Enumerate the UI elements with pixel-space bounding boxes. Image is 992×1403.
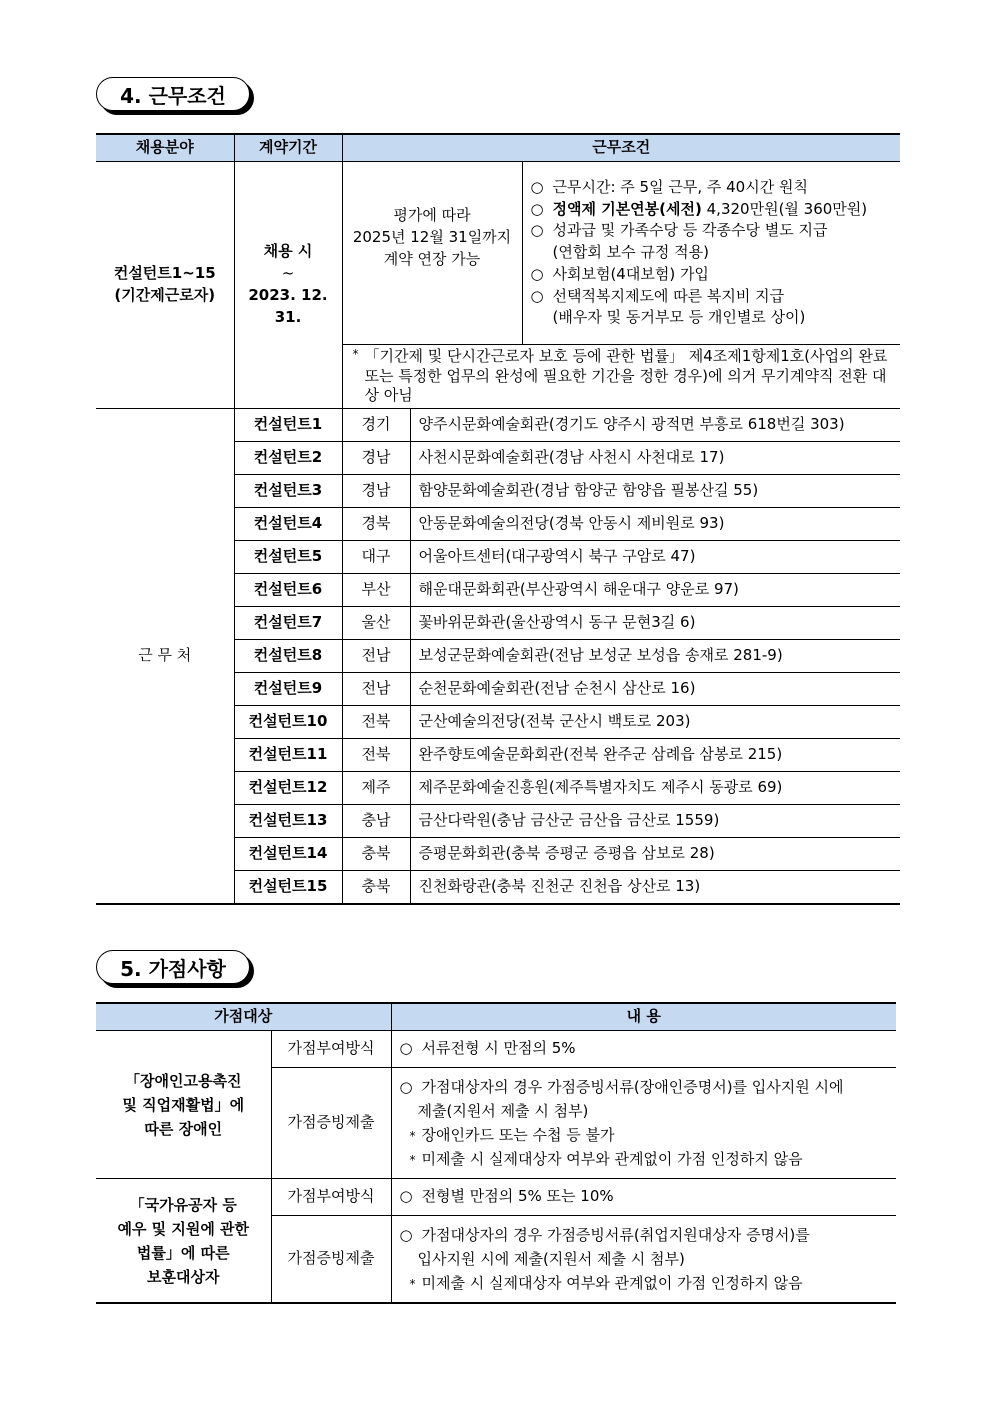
consultant-name: 컨설턴트10 [234, 705, 342, 738]
table-row [96, 408, 900, 441]
region: 울산 [342, 606, 410, 639]
group2-proof: ○ 가점대상자의 경우 가점증빙서류(취업지원대상자 증명서)를 입사지원 시에 제출(지원서 제출 시 첨부) * 미제출 시 실제대상자 여부와 관계없이 가점 인정하지 않음 [391, 1216, 896, 1304]
section-5-title: 5. 가점사항 [96, 950, 250, 984]
header-period: 계약기간 [234, 134, 342, 162]
conditions-list: ○ 근무시간: 주 5일 근무, 주 40시간 원칙 ○ 정액제 기본연봉(세전) 4,320만원(월 360만원) ○ 성과급 및 가족수당 등 각종수당 별도 지급 (연합회 보수 규정 적용) ○ 사회보험(4대보험) 가입 ○ 선택적복지제도에 따른 복지비 지급 (배우자 및 동거부모 등 개인별로 상이) [522, 162, 900, 345]
consultant-name: 컨설턴트2 [234, 441, 342, 474]
list-item: ○ 성과급 및 가족수당 등 각종수당 별도 지급 [530, 221, 828, 240]
region: 전북 [342, 738, 410, 771]
consultant-name: 컨설턴트1 [234, 408, 342, 441]
region: 경남 [342, 441, 410, 474]
group1-method: ○ 서류전형 시 만점의 5% [391, 1031, 896, 1068]
workplace-label: 근 무 처 [96, 408, 234, 904]
consultant-name: 컨설턴트12 [234, 771, 342, 804]
workplace-address: 진천화랑관(충북 진천군 진천읍 상산로 13) [410, 870, 900, 904]
workplace-address: 금산다락원(충남 금산군 금산읍 금산로 1559) [410, 804, 900, 837]
workplace-address: 증평문화회관(충북 증평군 증평읍 삼보로 28) [410, 837, 900, 870]
extension-cell: 평가에 따라 2025년 12월 31일까지 계약 연장 가능 [342, 162, 522, 345]
work-conditions-table [96, 133, 900, 905]
workplace-address: 순천문화예술회관(전남 순천시 삼산로 16) [410, 672, 900, 705]
region: 전남 [342, 639, 410, 672]
header-target: 가점대상 [96, 1003, 391, 1031]
conversion-note: * 「기간제 및 단시간근로자 보호 등에 관한 법률」 제4조제1항제1호(사업의 완료 또는 특정한 업무의 완성에 필요한 기간을 정한 경우)에 의거 무기계약직 전환 대상 아님 [342, 345, 900, 409]
workplace-address: 사천시문화예술회관(경남 사천시 사천대로 17) [410, 441, 900, 474]
consultant-name: 컨설턴트8 [234, 639, 342, 672]
list-item: ○ 정액제 기본연봉(세전) 4,320만원(월 360만원) [530, 199, 868, 218]
region: 전북 [342, 705, 410, 738]
workplace-address: 어울아트센터(대구광역시 북구 구암로 47) [410, 540, 900, 573]
group2-method-label: 가점부여방식 [271, 1179, 391, 1216]
header-field: 채용분야 [96, 134, 234, 162]
workplace-address: 꽃바위문화관(울산광역시 동구 문현3길 6) [410, 606, 900, 639]
header-content: 내 용 [391, 1003, 896, 1031]
region: 충북 [342, 870, 410, 904]
group1-proof: ○ 가점대상자의 경우 가점증빙서류(장애인증명서)를 입사지원 시에 제출(지원서 제출 시 첨부) * 장애인카드 또는 수첩 등 불가 * 미제출 시 실제대상자 여부와 관계없이 가점 인정하지 않음 [391, 1068, 896, 1179]
region: 충북 [342, 837, 410, 870]
region: 대구 [342, 540, 410, 573]
list-item: ○ 사회보험(4대보험) 가입 [530, 264, 709, 283]
region: 경남 [342, 474, 410, 507]
conditions-row [96, 162, 900, 345]
consultant-name: 컨설턴트4 [234, 507, 342, 540]
group2-method: ○ 전형별 만점의 5% 또는 10% [391, 1179, 896, 1216]
period-cell: 채용 시 ~ 2023. 12. 31. [234, 162, 342, 409]
list-item: ○ 근무시간: 주 5일 근무, 주 40시간 원칙 [530, 177, 808, 196]
group2-target: 「국가유공자 등 예우 및 지원에 관한 법률」에 따른 보훈대상자 [96, 1179, 271, 1304]
workplace-address: 보성군문화예술회관(전남 보성군 보성읍 송재로 281-9) [410, 639, 900, 672]
consultant-name: 컨설턴트13 [234, 804, 342, 837]
table-header-row [96, 1003, 896, 1031]
workplace-address: 함양문화예술회관(경남 함양군 함양읍 필봉산길 55) [410, 474, 900, 507]
workplace-address: 양주시문화예술회관(경기도 양주시 광적면 부흥로 618번길 303) [410, 408, 900, 441]
workplace-address: 제주문화예술진흥원(제주특별자치도 제주시 동광로 69) [410, 771, 900, 804]
consultant-name: 컨설턴트3 [234, 474, 342, 507]
group2-method-row [96, 1179, 896, 1216]
workplace-address: 해운대문화회관(부산광역시 해운대구 양운로 97) [410, 573, 900, 606]
header-conditions: 근무조건 [342, 134, 900, 162]
consultant-name: 컨설턴트9 [234, 672, 342, 705]
region: 부산 [342, 573, 410, 606]
region: 경북 [342, 507, 410, 540]
consultant-name: 컨설턴트15 [234, 870, 342, 904]
group1-proof-label: 가점증빙제출 [271, 1068, 391, 1179]
group1-method-label: 가점부여방식 [271, 1031, 391, 1068]
consultant-name: 컨설턴트11 [234, 738, 342, 771]
bonus-points-table [96, 1002, 896, 1304]
table-header-row [96, 134, 900, 162]
field-cell: 컨설턴트1~15 (기간제근로자) [96, 162, 234, 409]
workplace-address: 완주향토예술문화회관(전북 완주군 삼례읍 삼봉로 215) [410, 738, 900, 771]
list-item: ○ 선택적복지제도에 따른 복지비 지급 [530, 286, 785, 305]
region: 전남 [342, 672, 410, 705]
consultant-name: 컨설턴트5 [234, 540, 342, 573]
workplace-address: 안동문화예술의전당(경북 안동시 제비원로 93) [410, 507, 900, 540]
region: 제주 [342, 771, 410, 804]
group1-target: 「장애인고용촉진 및 직업재활법」에 따른 장애인 [96, 1031, 271, 1179]
region: 충남 [342, 804, 410, 837]
consultant-name: 컨설턴트14 [234, 837, 342, 870]
section-4-title: 4. 근무조건 [96, 77, 250, 111]
consultant-name: 컨설턴트6 [234, 573, 342, 606]
consultant-name: 컨설턴트7 [234, 606, 342, 639]
group2-proof-label: 가점증빙제출 [271, 1216, 391, 1304]
group1-method-row [96, 1031, 896, 1068]
workplace-address: 군산예술의전당(전북 군산시 백토로 203) [410, 705, 900, 738]
region: 경기 [342, 408, 410, 441]
